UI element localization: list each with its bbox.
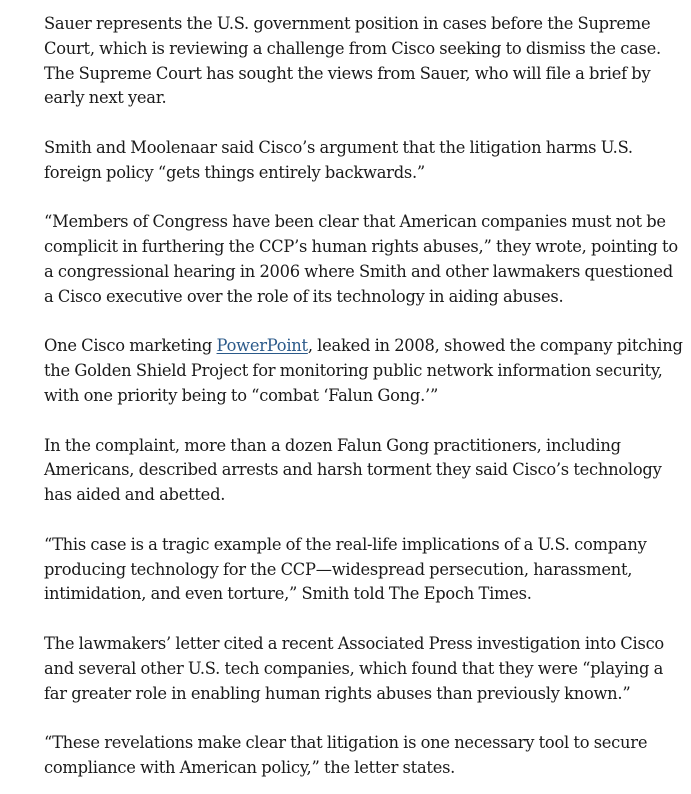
paragraph-cisco-marketing [44, 334, 684, 408]
paragraph-members-of-congress: “Members of Congress have been clear that American companies must not be complicit in furthering the CCP’s human rights abuses,” they wrote, pointing to a congressional hearing in 2006 where Smith and other lawmakers questioned a Cisco executive over the role of its technology in aiding abuses. [44, 212, 678, 306]
paragraph-complaint: In the complaint, more than a dozen Falun Gong practitioners, including Americans, described arrests and harsh torment they said Cisco’s technology has aided and abetted. [44, 435, 662, 505]
paragraph-sauer: Sauer represents the U.S. government position in cases before the Supreme Court, which is reviewing a challenge from Cisco seeking to dismiss the case. The Supreme Court has sought the views from Sauer, who will file a brief by early next year. [44, 14, 661, 108]
paragraph-smith-quote: “This case is a tragic example of the real-life implications of a U.S. company producing technology for the CCP—widespread persecution, harassment, intimidation, and even torture,” Smith told The Epoch Times. [44, 534, 647, 604]
paragraph-cisco-marketing-lead: One Cisco marketing [44, 336, 217, 356]
paragraph-smith-moolenaar: Smith and Moolenaar said Cisco’s argument that the litigation harms U.S. foreign policy “gets things entirely backwards.” [44, 137, 633, 182]
article-body [44, 12, 684, 781]
paragraph-letter-states: “These revelations make clear that litigation is one necessary tool to secure compliance with American policy,” the letter states. [44, 733, 648, 777]
powerpoint-link[interactable]: PowerPoint [216, 336, 308, 356]
paragraph-cisco-marketing-rest: , leaked in 2008, showed the company pitching the Golden Shield Project for monitoring public network information security, with one priority being to “combat ‘Falun Gong.’” [44, 336, 683, 405]
paragraph-ap-investigation: The lawmakers’ letter cited a recent Associated Press investigation into Cisco and several other U.S. tech companies, which found that they were “playing a far greater role in enabling human rights abuses than previously known.” [44, 633, 664, 703]
